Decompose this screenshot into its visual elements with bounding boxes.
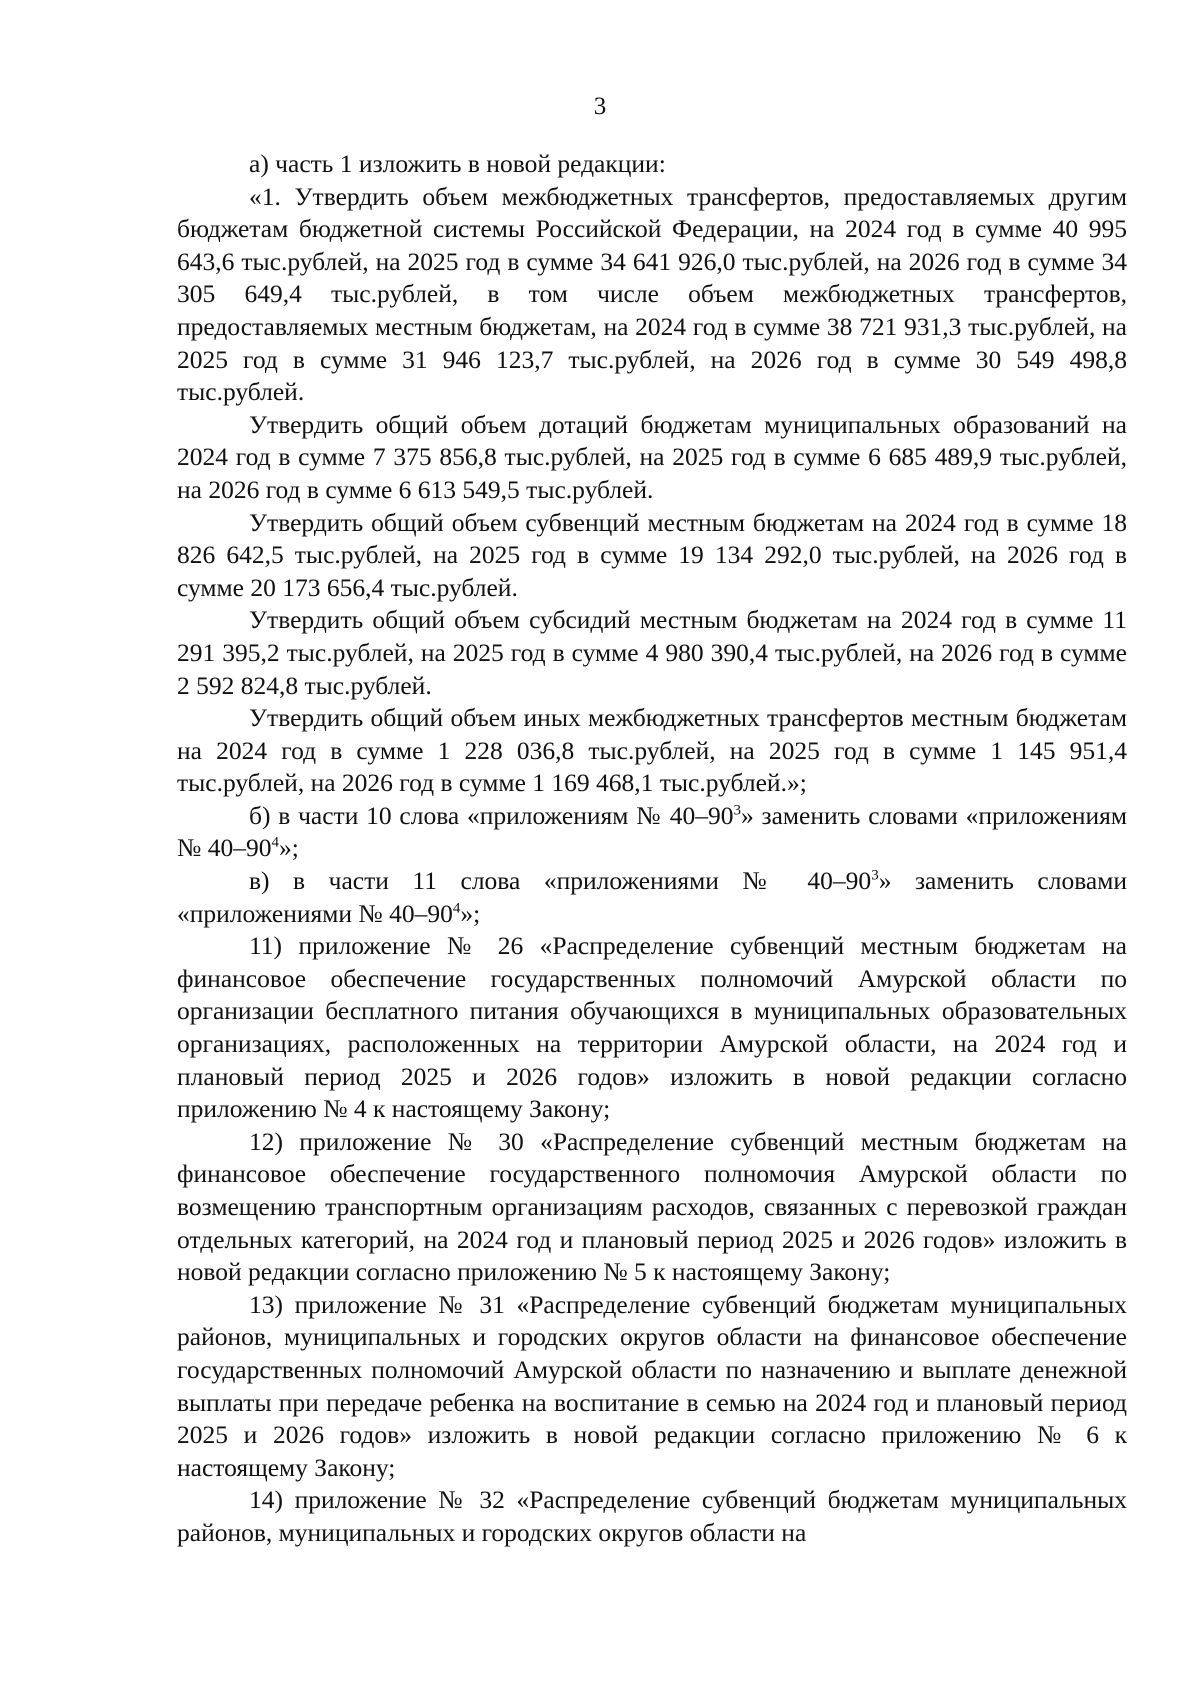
paragraph-item-12: 12) приложение № 30 «Распределение субвенций местным бюджетам на финансовое обеспечение государственного полномочия Амурской области по возмещению транспортным организациям расходов, связанных с перевозкой граждан отдельных категорий, на 2024 год и плановый период 2025 и 2026 годов» изложить в новой редакции согласно приложению № 5 к настоящему Закону; [177, 1126, 1127, 1287]
paragraph-subventions: Утвердить общий объем субвенций местным бюджетам на 2024 год в сумме 18 826 642,5 тыс.рублей, на 2025 год в сумме 19 134 292,0 тыс.рублей, на 2026 год в сумме 20 173 656,4 тыс.рублей. [177, 507, 1127, 602]
item-b-superscript-1: 3 [733, 802, 741, 819]
item-b-text-1: б) в части 10 слова «приложениям № 40–90 [249, 800, 734, 830]
paragraph-other-transfers: Утвердить общий объем иных межбюджетных трансфертов местным бюджетам на 2024 год в сумме 1 228 036,8 тыс.рублей, на 2025 год в сумме 1 145 951,4 тыс.рублей, на 2026 год в сумме 1 169 468,1 тыс.рублей.»; [177, 703, 1127, 798]
paragraph-subsidies-dotations: Утвердить общий объем дотаций бюджетам муниципальных образований на 2024 год в сумме 7 375 856,8 тыс.рублей, на 2025 год в сумме 6 685 489,9 тыс.рублей, на 2026 год в сумме 6 613 549,5 тыс.рублей. [177, 409, 1127, 504]
paragraph-subsidies: Утвердить общий объем субсидий местным бюджетам на 2024 год в сумме 11 291 395,2 тыс.рублей, на 2025 год в сумме 4 980 390,4 тыс.рублей, на 2026 год в сумме 2 592 824,8 тыс.рублей. [177, 605, 1127, 700]
item-v-superscript-2: 4 [452, 900, 461, 917]
item-v-text-3: »; [460, 898, 481, 928]
paragraph-item-v [177, 865, 1127, 930]
item-b-superscript-2: 4 [271, 834, 279, 851]
paragraph-item-14: 14) приложение № 32 «Распределение субвенций бюджетам муниципальных районов, муниципальных и городских округов области на [177, 1485, 1127, 1547]
paragraph-part-1-heading: а) часть 1 изложить в новой редакции: [249, 149, 666, 178]
item-v-text-2: » заменить словами «приложениями № 40–90 [177, 866, 1128, 928]
paragraph-item-11: 11) приложение № 26 «Распределение субвенций местным бюджетам на финансовое обеспечение государственных полномочий Амурской области по организации бесплатного питания обучающихся в муниципальных образовательных организациях, расположенных на территории Амурской области, на 2024 год и плановый период 2025 и 2026 годов» изложить в новой редакции согласно приложению № 4 к настоящему Закону; [177, 931, 1127, 1124]
document-body [177, 148, 1127, 1550]
paragraph-transfers-total: «1. Утвердить объем межбюджетных трансфертов, предоставляемых другим бюджетам бюджетной системы Российской Федерации, на 2024 год в сумме 40 995 643,6 тыс.рублей, на 2025 год в сумме 34 641 926,0 тыс.рублей, на 2026 год в сумме 34 305 649,4 тыс.рублей, в том числе объем межбюджетных трансфертов, предоставляемых местным бюджетам, на 2024 год в сумме 38 721 931,3 тыс.рублей, на 2025 год в сумме 31 946 123,7 тыс.рублей, на 2026 год в сумме 30 549 498,8 тыс.рублей. [177, 181, 1127, 407]
item-b-text-3: »; [278, 833, 299, 863]
page-number: 3 [593, 93, 607, 120]
item-b-text-2: » заменить словами «приложениям № 40–90 [177, 800, 1128, 863]
item-v-text-1: в) в части 11 слова «приложениями № 40–90 [249, 866, 872, 896]
paragraph-item-b [177, 800, 1127, 865]
paragraph-item-13: 13) приложение № 31 «Распределение субвенций бюджетам муниципальных районов, муниципальных и городских округов области на финансовое обеспечение государственных полномочий Амурской области по назначению и выплате денежной выплаты при передаче ребенка на воспитание в семью на 2024 год и плановый период 2025 и 2026 годов» изложить в новой редакции согласно приложению № 6 к настоящему Закону; [177, 1289, 1127, 1482]
item-v-superscript-1: 3 [871, 867, 879, 884]
